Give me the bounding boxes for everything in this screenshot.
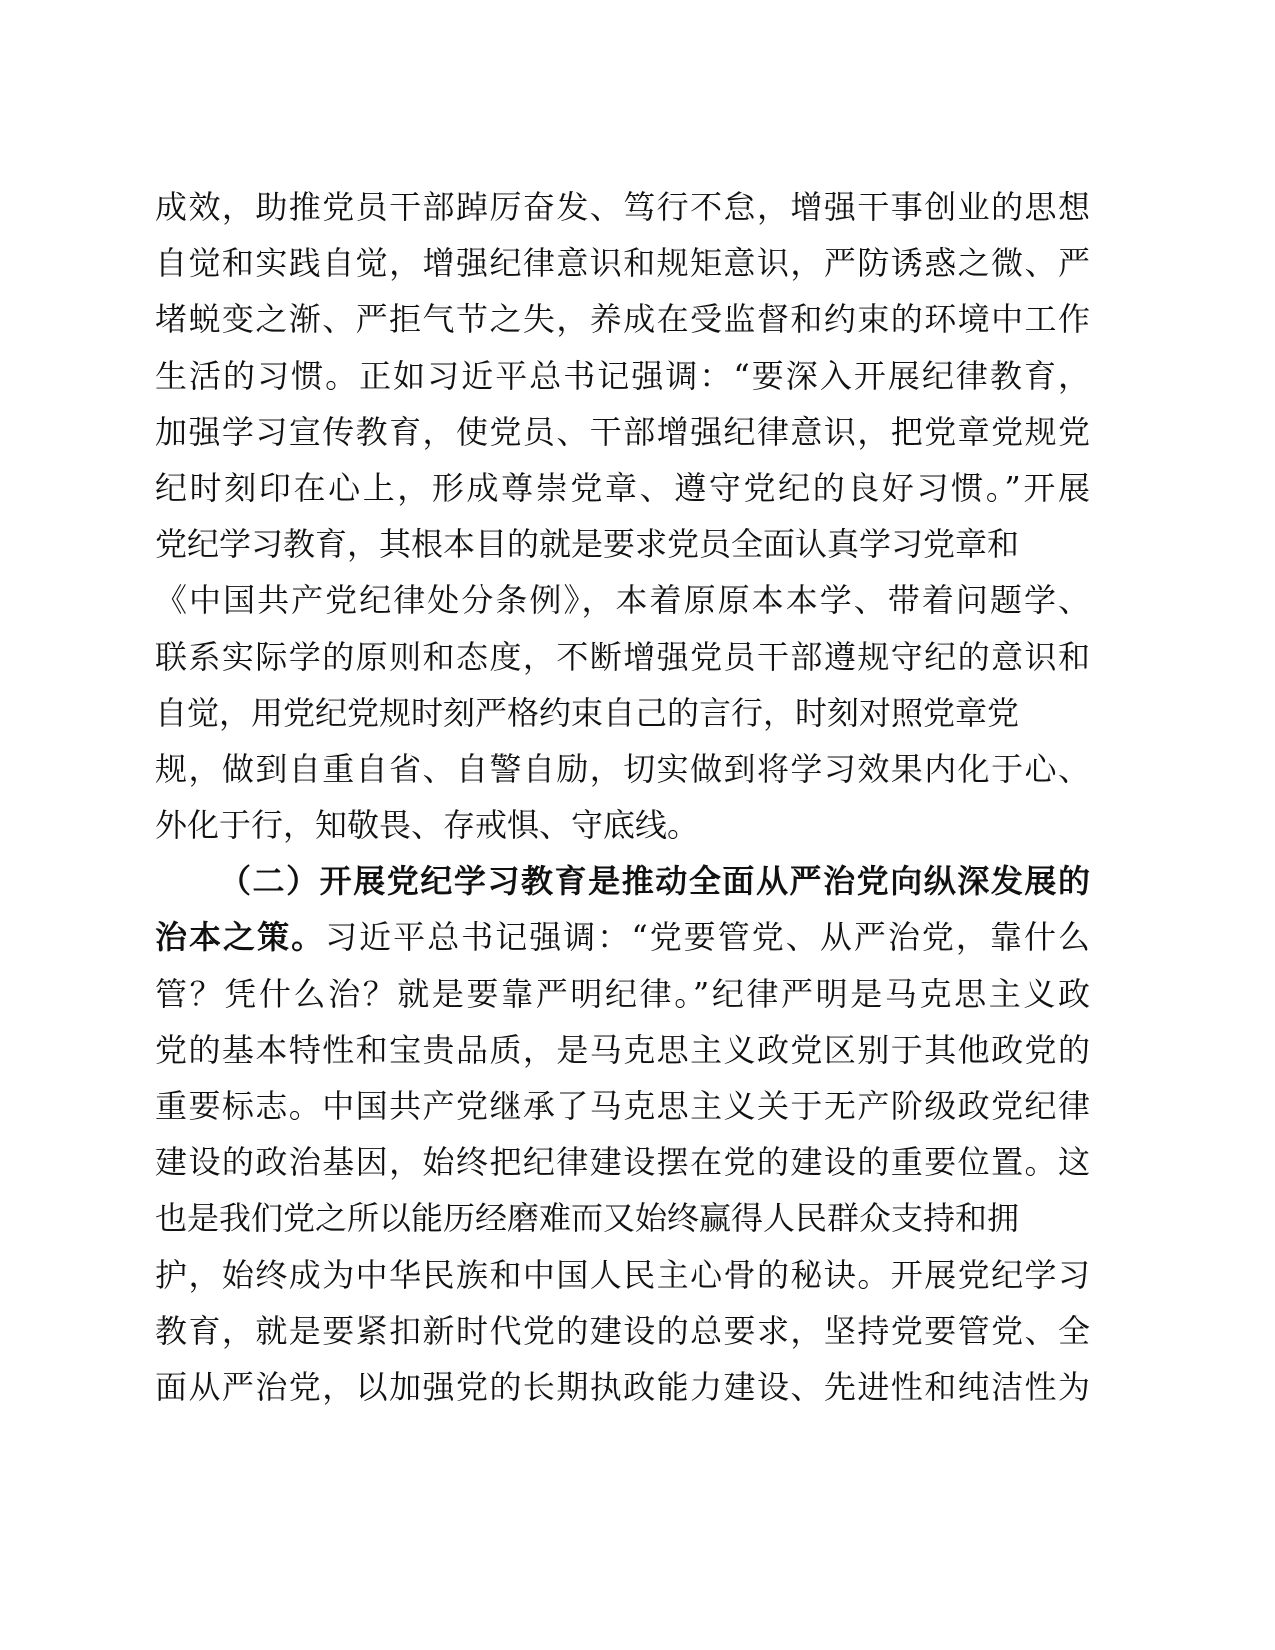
- text-line: 加强学习宣传教育，使党员、干部增强纪律意识，把党章党规党: [155, 412, 1090, 451]
- text-line: 面从严治党，以加强党的长期执政能力建设、先进性和纯洁性为: [155, 1367, 1090, 1406]
- text-line: 联系实际学的原则和态度，不断增强党员干部遵规守纪的意识和: [155, 637, 1090, 676]
- text-line: 自觉，用党纪党规时刻严格约束自己的言行，时刻对照党章党: [155, 693, 1020, 732]
- text-line: 外化于行，知敬畏、存戒惧、守底线。: [155, 806, 700, 845]
- section-heading-continuation: [155, 909, 1090, 965]
- text-line: 《中国共产党纪律处分条例》，本着原原本本学、带着问题学、: [155, 581, 1090, 620]
- text-line: 堵蜕变之渐、严拒气节之失，养成在受监督和约束的环境中工作: [155, 300, 1090, 339]
- section-heading-line: （二）开展党纪学习教育是推动全面从严治党向纵深发展的: [219, 862, 1090, 901]
- text-line: 护，始终成为中华民族和中国人民主心骨的秘诀。开展党纪学习: [155, 1255, 1090, 1294]
- text-line: 教育，就是要紧扣新时代党的建设的总要求，坚持党要管党、全: [155, 1311, 1090, 1350]
- text-line: 也是我们党之所以能历经磨难而又始终赢得人民群众支持和拥: [155, 1199, 1020, 1238]
- heading-end: 治本之策。: [155, 918, 326, 957]
- text-line: 党的基本特性和宝贵品质，是马克思主义政党区别于其他政党的: [155, 1030, 1090, 1069]
- text-line: 党纪学习教育，其根本目的就是要求党员全面认真学习党章和: [155, 525, 1020, 564]
- text-line: 成效，助推党员干部踔厉奋发、笃行不怠，增强干事创业的思想: [155, 188, 1090, 226]
- text-line: 规，做到自重自省、自警自励，切实做到将学习效果内化于心、: [155, 749, 1090, 788]
- text-line: 建设的政治基因，始终把纪律建设摆在党的建设的重要位置。这: [155, 1143, 1090, 1182]
- text-run: 习近平总书记强调：“党要管党、从严治党，靠什么: [325, 918, 1090, 957]
- text-line: 重要标志。中国共产党继承了马克思主义关于无产阶级政党纪律: [155, 1087, 1090, 1125]
- text-line: 自觉和实践自觉，增强纪律意识和规矩意识，严防诱惑之微、严: [155, 244, 1090, 283]
- text-line: 生活的习惯。正如习近平总书记强调：“要深入开展纪律教育，: [155, 356, 1090, 395]
- text-line: 管？凭什么治？就是要靠严明纪律。”纪律严明是马克思主义政: [155, 974, 1090, 1013]
- body-text: [155, 179, 1090, 1415]
- text-line: 纪时刻印在心上，形成尊崇党章、遵守党纪的良好习惯。”开展: [155, 468, 1090, 507]
